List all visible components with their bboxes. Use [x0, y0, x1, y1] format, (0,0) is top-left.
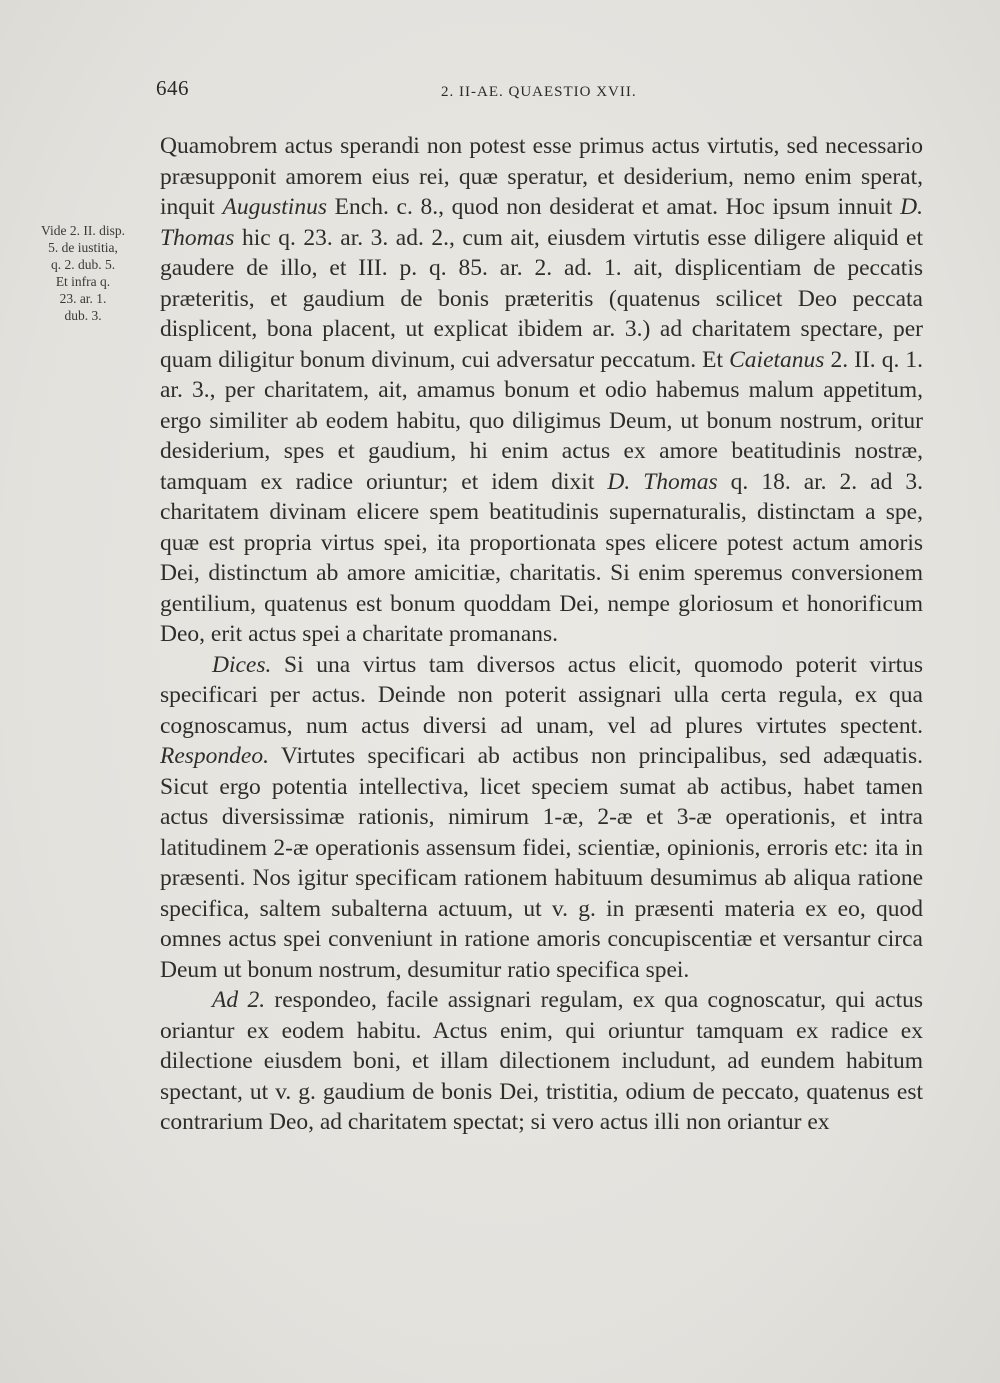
margin-note-line: 5. de iustitia,	[48, 240, 118, 255]
margin-note-line: Et infra q.	[55, 274, 111, 289]
italic-text-run: D. Thomas	[607, 468, 718, 495]
text-run: Virtutes specificari ab actibus non principalibus, sed adæquatis. Sicut ergo potentia intellectiva, licet speciem sumat ab actibus, habet tamen actus diversissimæ rationis, nimirum 1-æ, 2-æ et 3-æ operationis, et intra latitudinem 2-æ operationis assensum fidei, scientiæ, opinionis, erroris etc: ita in præsenti. Nos igitur specificam rationem habituum desumimus ab aliqua ratione specifica, saltem subalterna actuum, ut v. g. in præsenti materia ex eo, quod omnes actus spei conveniunt in ratione amoris concupiscentiæ et versantur circa Deum ut bonum nostrum, desumitur ratio specifica spei.	[160, 743, 923, 983]
italic-text-run: Respondeo.	[160, 743, 269, 769]
text-run: hic q. 23. ar. 3. ad. 2., cum ait, eiusdem virtutis esse diligere aliquid et gaudere de illo, et III. p. q. 85. ar. 2. ad. 1. ait, displicentiam de peccatis præteritis, et gaudium de bonis præteritis (quatenus scilicet Deo peccata displicent, bona placent, ut explicat ibidem ar. 3.) ad charitatem spectare, per quam diligitur bonum divinum, cui adversatur peccatum. Et	[160, 224, 923, 373]
text-run: Si una virtus tam diversos actus elicit, quomodo poterit virtus specificari per actus. Deinde non poterit assignari ulla certa regula, ex qua cognoscamus, num actus diversi ad unam, vel ad plures virtutes spectent.	[160, 651, 923, 739]
page-number: 646	[156, 76, 189, 100]
margin-note-line: dub. 3.	[64, 308, 102, 323]
text-paragraph	[160, 131, 923, 650]
text-run: respondeo, facile assignari regulam, ex qua cognoscatur, qui actus oriantur ex eodem habitu. Actus enim, qui oriuntur tamquam ex radice ex dilectione eiusdem boni, et illam dilectionem includunt, ad eundem habitum spectant, ut v. g. gaudium de bonis Dei, tristitia, odium de peccato, quatenus est contrarium Deo, ad charitatem spectat; si vero actus illi non oriantur ex	[160, 987, 924, 1135]
italic-text-run: Dices.	[212, 651, 272, 678]
margin-note-line: Vide 2. II. disp.	[41, 223, 125, 238]
text-run: 2. II. q. 1. ar. 3., per charitatem, ait, amamus bonum et odio habemus malum appetitum, ergo similiter ab eodem habitu, quo diligimus Deum, ut bonum nostrum, oritur desiderium, spes et gaudium, hi enim actus ex amore beatitudinis nostræ, tamquam ex radice oriuntur; et idem dixit	[160, 346, 924, 495]
running-head: 2. II-AE. QUAESTIO XVII.	[441, 84, 637, 100]
text-run: q. 18. ar. 2. ad 3. charitatem divinam elicere spem beatitudinis supernaturalis, distinctam a spe, quæ est propria virtus spei, ita proportionata spes elicere potest actum amoris Dei, distinctum ab amore amicitiæ, charitatis. Si enim speremus conversionem gentilium, quatenus est bonum quoddam Dei, nempe gloriosum et honorificum Deo, erit actus spei a charitate promanans.	[160, 468, 923, 647]
margin-note-line: q. 2. dub. 5.	[50, 257, 116, 272]
margin-note-line: 23. ar. 1.	[59, 291, 107, 306]
text-paragraph	[160, 985, 923, 1138]
italic-text-run: D. Thomas	[160, 194, 924, 251]
margin-note	[10, 222, 156, 324]
italic-text-run: Caietanus	[729, 346, 825, 373]
text-run: Ench. c. 8., quod non desiderat et amat. Hoc ipsum innuit	[327, 194, 901, 220]
italic-text-run: Augustinus	[222, 194, 327, 220]
main-text	[160, 131, 923, 1138]
page-header	[0, 72, 1000, 102]
text-paragraph	[160, 650, 923, 986]
italic-text-run: Ad 2.	[212, 987, 266, 1013]
text-run: Quamobrem actus sperandi non potest esse primus actus virtutis, sed necessario præsupponit amorem eius rei, quæ speratur, et desiderium, nemo enim sperat, inquit	[160, 133, 923, 220]
